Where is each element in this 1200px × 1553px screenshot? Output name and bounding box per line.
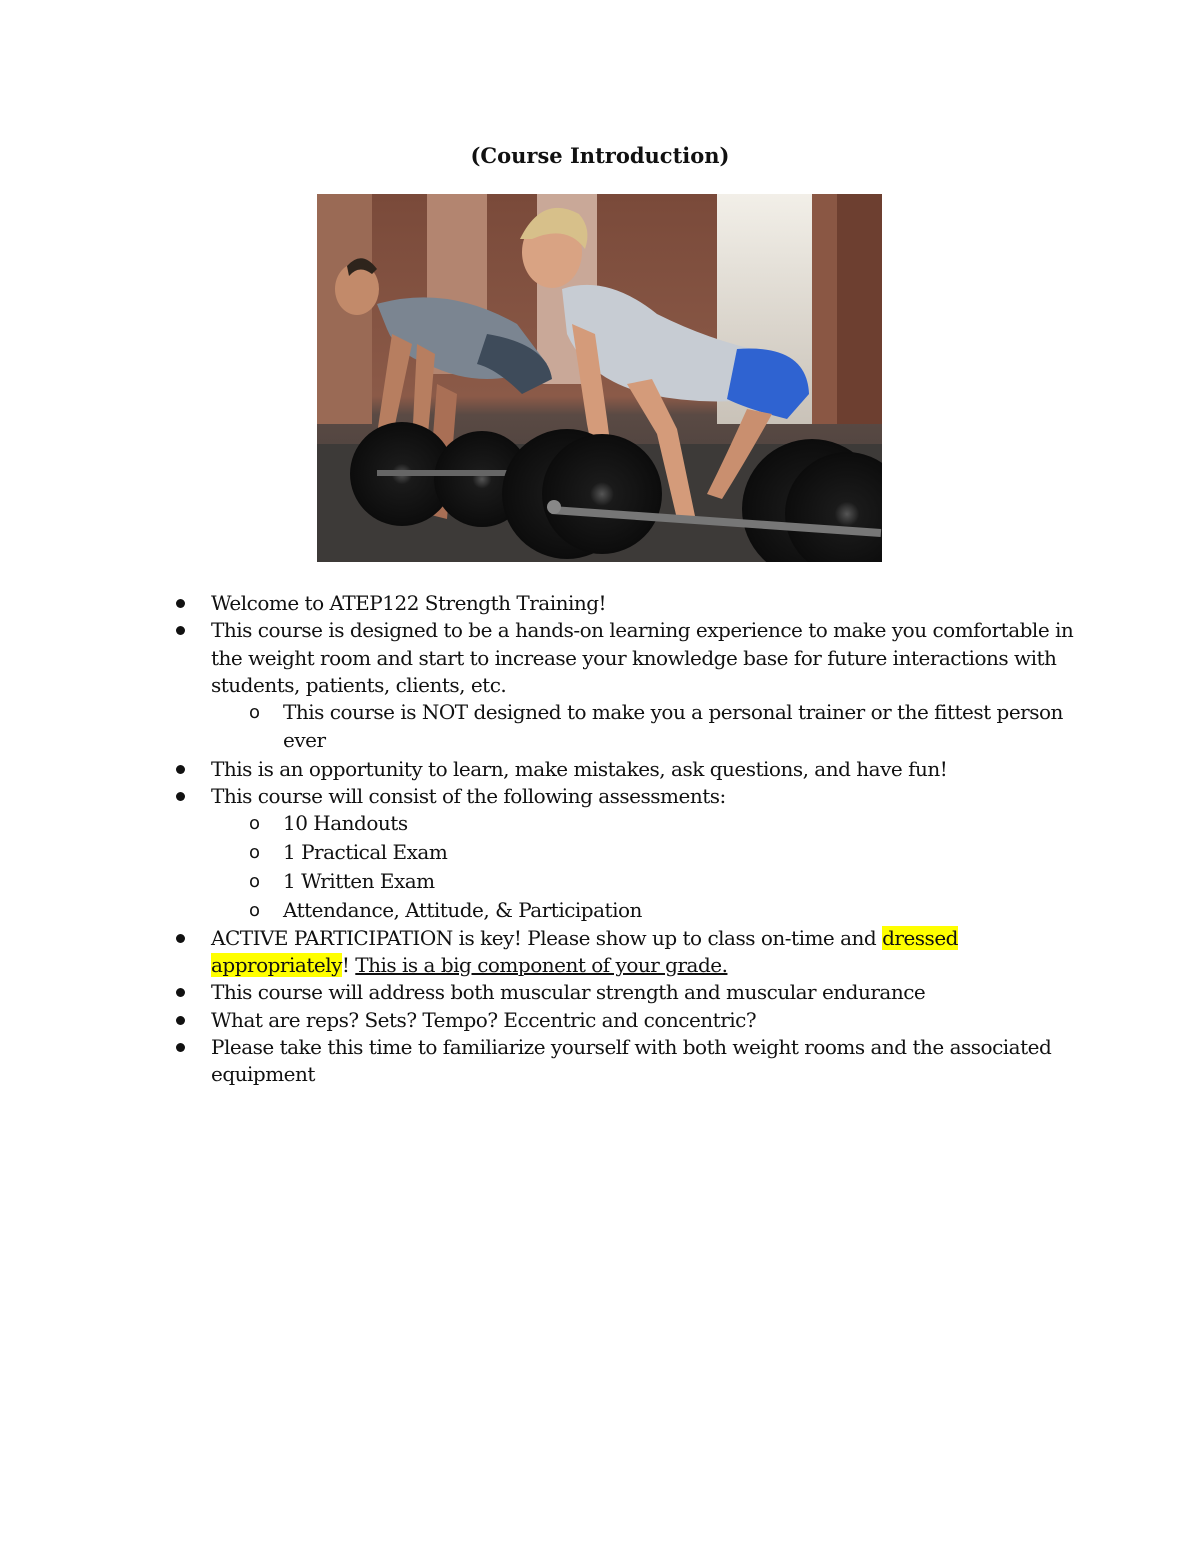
page-title: (Course Introduction)	[470, 143, 730, 168]
list-item: Please take this time to familiarize yourself with both weight rooms and the associated	[211, 1035, 1052, 1059]
bullet-icon	[176, 934, 185, 943]
active-text: !	[341, 953, 356, 977]
sub-list-item: Attendance, Attitude, & Participation	[283, 898, 642, 922]
bullet-icon	[176, 1043, 185, 1052]
bullet-icon	[176, 626, 185, 635]
list-item: This course will address both muscular strength and muscular endurance	[211, 980, 926, 1004]
sub-bullet-icon: o	[249, 871, 261, 892]
sub-bullet-icon: o	[249, 900, 261, 921]
list-item: This is an opportunity to learn, make mistakes, ask questions, and have fun!	[211, 757, 948, 781]
bullet-icon	[176, 599, 185, 608]
highlighted-text: dressed	[882, 926, 958, 950]
sub-bullet-icon: o	[249, 702, 261, 723]
sub-list-item: This course is NOT designed to make you a personal trainer or the fittest person	[283, 700, 1063, 724]
list-item: Welcome to ATEP122 Strength Training!	[211, 591, 607, 615]
sub-bullet-icon: o	[249, 842, 261, 863]
list-item: What are reps? Sets? Tempo? Eccentric and concentric?	[211, 1008, 757, 1032]
list-item	[211, 925, 958, 952]
list-item: This course will consist of the following assessments:	[211, 784, 726, 808]
list-item: This course is designed to be a hands-on learning experience to make you comfortable in	[211, 618, 1074, 642]
list-item: the weight room and start to increase your knowledge base for future interactions with	[211, 646, 1057, 670]
sub-list-item: 1 Written Exam	[283, 869, 435, 893]
bullet-icon	[176, 988, 185, 997]
bullet-icon	[176, 792, 185, 801]
sub-list-item: 1 Practical Exam	[283, 840, 448, 864]
deadlift-photo	[317, 194, 882, 562]
sub-bullet-icon: o	[249, 813, 261, 834]
sub-list-item: 10 Handouts	[283, 811, 408, 835]
sub-list-item: ever	[283, 728, 326, 752]
list-item	[211, 952, 727, 979]
bullet-icon	[176, 1016, 185, 1025]
active-text: ACTIVE PARTICIPATION is key! Please show up to class on-time and	[211, 926, 883, 950]
list-item: equipment	[211, 1062, 315, 1086]
underlined-text: This is a big component of your grade.	[355, 953, 728, 977]
highlighted-text: appropriately	[211, 953, 342, 977]
bullet-icon	[176, 765, 185, 774]
list-item: students, patients, clients, etc.	[211, 673, 507, 697]
